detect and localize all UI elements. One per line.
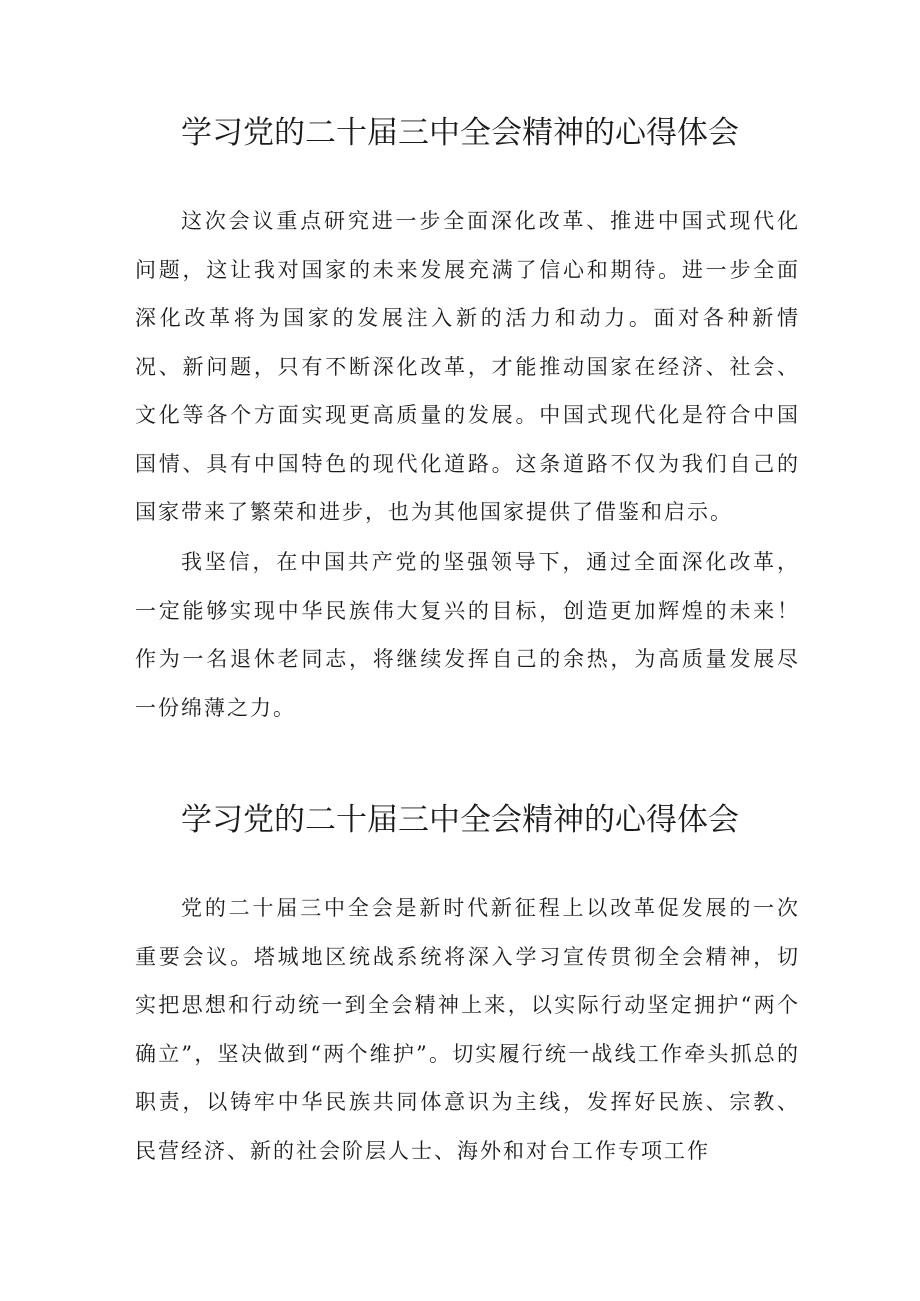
section-1-paragraph-2: 我坚信，在中国共产党的坚强领导下，通过全面深化改革，一定能够实现中华民族伟大复兴的目标，创造更加辉煌的未来！作为一名退休老同志，将继续发挥自己的余热，为高质量发展尽一份绵薄之力。: [135, 550, 800, 720]
section-1-title: 学习党的二十届三中全会精神的心得体会: [181, 115, 739, 151]
section-1-paragraph-1: 这次会议重点研究进一步全面深化改革、推进中国式现代化问题，这让我对国家的未来发展充满了信心和期待。进一步全面深化改革将为国家的发展注入新的活力和动力。面对各种新情况、新问题，只有不断深化改革，才能推动国家在经济、社会、文化等各个方面实现更高质量的发展。中国式现代化是符合中国国情、具有中国特色的现代化道路。这条道路不仅为我们自己的国家带来了繁荣和进步，也为其他国家提供了借鉴和启示。: [135, 209, 800, 524]
section-2-title: 学习党的二十届三中全会精神的心得体会: [181, 802, 739, 838]
section-2-paragraph-1: 党的二十届三中全会是新时代新征程上以改革促发展的一次重要会议。塔城地区统战系统将深入学习宣传贯彻全会精神，切实把思想和行动统一到全会精神上来，以实际行动坚定拥护“两个确立”，坚决做到“两个维护”。切实履行统一战线工作牵头抓总的职责，以铸牢中华民族共同体意识为主线，发挥好民族、宗教、民营经济、新的社会阶层人士、海外和对台工作专项工作: [135, 896, 800, 1163]
